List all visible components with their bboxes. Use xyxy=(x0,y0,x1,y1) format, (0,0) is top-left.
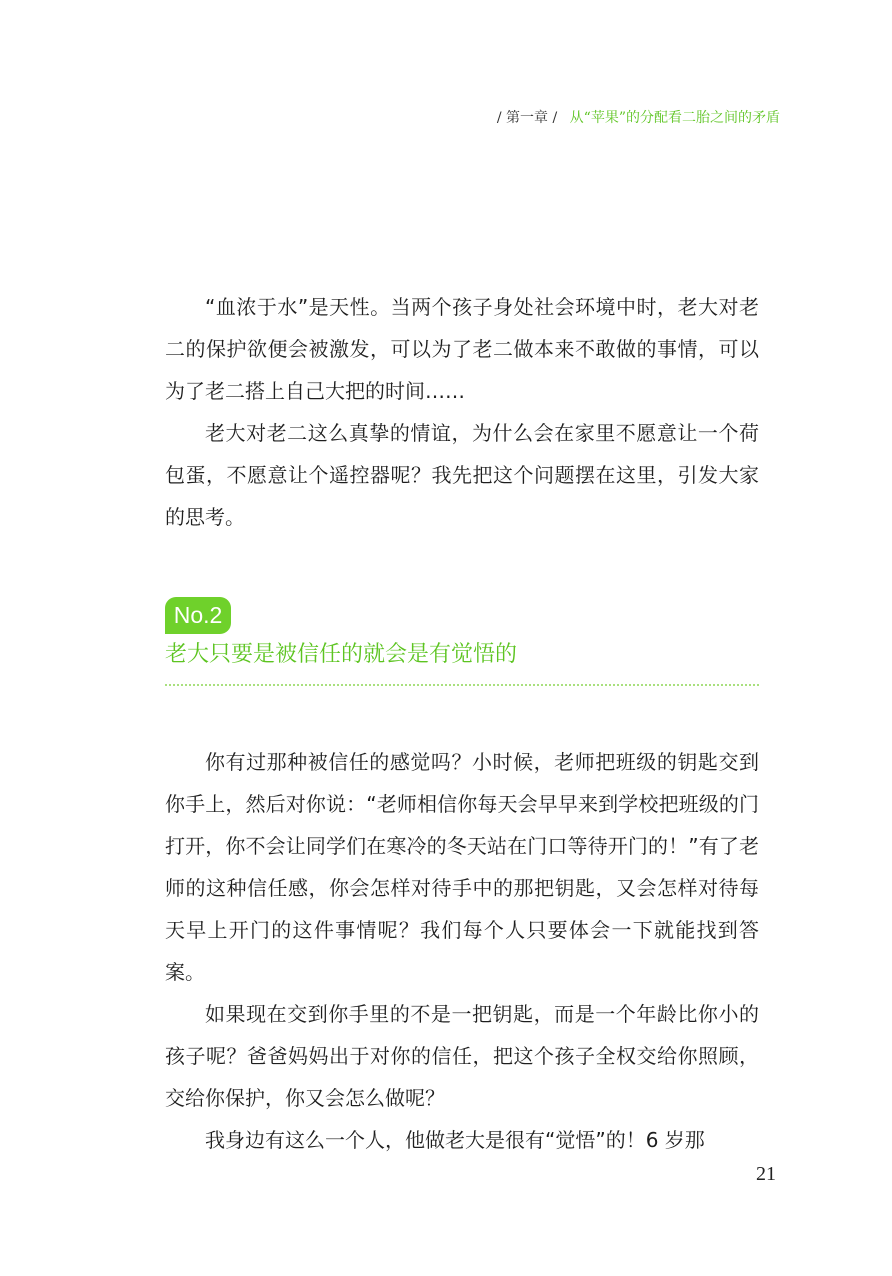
paragraph: “血浓于水”是天性。当两个孩子身处社会环境中时，老大对老二的保护欲便会被激发，可以为了老二做本来不敢做的事情，可以为了老二搭上自己大把的时间…… xyxy=(165,295,759,403)
page-number: 21 xyxy=(756,1163,776,1185)
paragraph: 老大对老二这么真挚的情谊，为什么会在家里不愿意让一个荷包蛋，不愿意让个遥控器呢？我先把这个问题摆在这里，引发大家的思考。 xyxy=(165,421,759,529)
running-header xyxy=(497,108,780,128)
chapter-title: 从“苹果”的分配看二胎之间的矛盾 xyxy=(569,110,780,126)
section-heading: 老大只要是被信任的就会是有觉悟的 xyxy=(165,642,518,667)
section-body-text xyxy=(165,741,759,1161)
paragraph: 我身边有这么一个人，他做老大是很有“觉悟”的！6 岁那 xyxy=(205,1128,705,1152)
chapter-label: / 第一章 / xyxy=(496,110,558,126)
intro-text xyxy=(165,286,759,538)
paragraph: 如果现在交到你手里的不是一把钥匙，而是一个年龄比你小的孩子呢？爸爸妈妈出于对你的信任，把这个孩子全权交给你照顾，交给你保护，你又会怎么做呢？ xyxy=(165,1002,759,1110)
paragraph: 你有过那种被信任的感觉吗？小时候，老师把班级的钥匙交到你手上，然后对你说：“老师相信你每天会早早来到学校把班级的门打开，你不会让同学们在寒冷的冬天站在门口等待开门的！”有了老师的这种信任感，你会怎样对待手中的那把钥匙，又会怎样对待每天早上开门的这件事情呢？我们每个人只要体会一下就能找到答案。 xyxy=(165,750,759,984)
section-number-badge: No.2 xyxy=(165,597,231,634)
section-divider xyxy=(165,684,759,686)
